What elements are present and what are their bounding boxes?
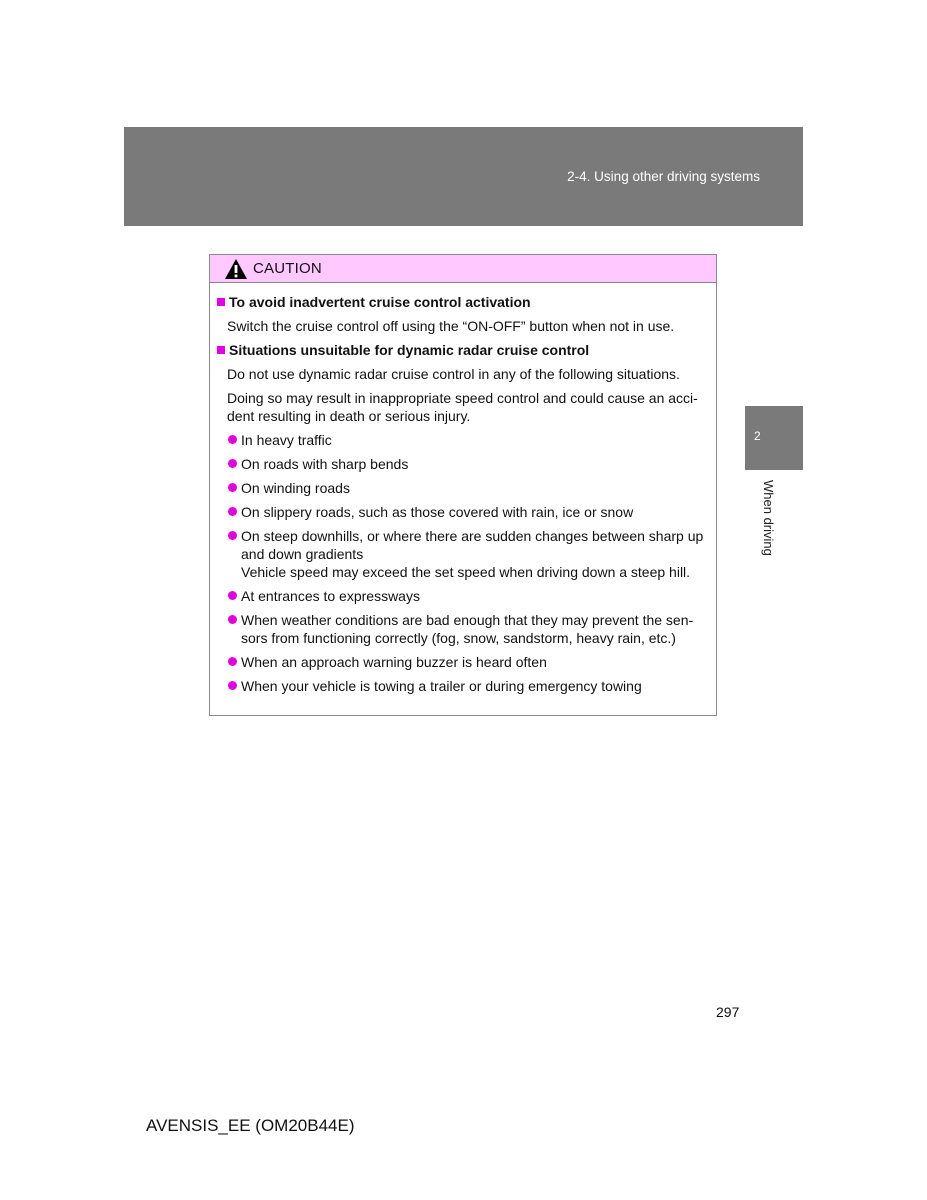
list-item: At entrances to expressways [216,587,710,605]
caution-header [210,255,716,283]
list-item: When your vehicle is towing a trailer or during emergency towing [216,677,710,695]
list-item: On winding roads [216,479,710,497]
warning-triangle-icon [224,258,248,280]
list-item: When weather conditions are bad enough that they may prevent the sen-sors from functioning correctly (fog, snow, sandstorm, heavy rain, etc.) [216,611,710,647]
document-code: AVENSIS_EE (OM20B44E) [146,1116,355,1135]
bullet-dot-icon [228,483,237,492]
list-item: On slippery roads, such as those covered with rain, ice or snow [216,503,710,521]
paragraph: Doing so may result in inappropriate speed control and could cause an acci-dent resulting in death or serious injury. [227,390,698,424]
list-item: On steep downhills, or where there are sudden changes between sharp up and down gradients Vehicle speed may exceed the set speed when driving down a steep hill. [216,527,710,581]
bullet-dot-icon [228,459,237,468]
chapter-label: When driving [761,480,776,556]
chapter-number: 2 [754,429,761,443]
caution-box [209,254,717,716]
bullet-dot-icon [228,681,237,690]
section-heading: Situations unsuitable for dynamic radar cruise control [216,341,710,359]
bullet-note: Vehicle speed may exceed the set speed when driving down a steep hill. [241,564,691,580]
square-bullet-icon [217,346,225,354]
bullet-dot-icon [228,531,237,540]
caution-body [210,283,716,695]
bullet-dot-icon [228,657,237,666]
bullet-dot-icon [228,615,237,624]
bullet-dot-icon [228,591,237,600]
list-item: On roads with sharp bends [216,455,710,473]
square-bullet-icon [217,298,225,306]
section-heading: To avoid inadvertent cruise control activation [216,293,710,311]
caution-title: CAUTION [253,260,322,277]
paragraph: Do not use dynamic radar cruise control in any of the following situations. [227,366,680,382]
bullet-dot-icon [228,435,237,444]
page-number: 297 [716,1004,740,1020]
list-item: In heavy traffic [216,431,710,449]
header-bar [124,127,803,226]
chapter-tab [745,406,803,470]
bullet-dot-icon [228,507,237,516]
list-item: When an approach warning buzzer is heard often [216,653,710,671]
section-title: 2-4. Using other driving systems [567,169,760,184]
paragraph: Switch the cruise control off using the “ON-OFF” button when not in use. [227,318,675,334]
